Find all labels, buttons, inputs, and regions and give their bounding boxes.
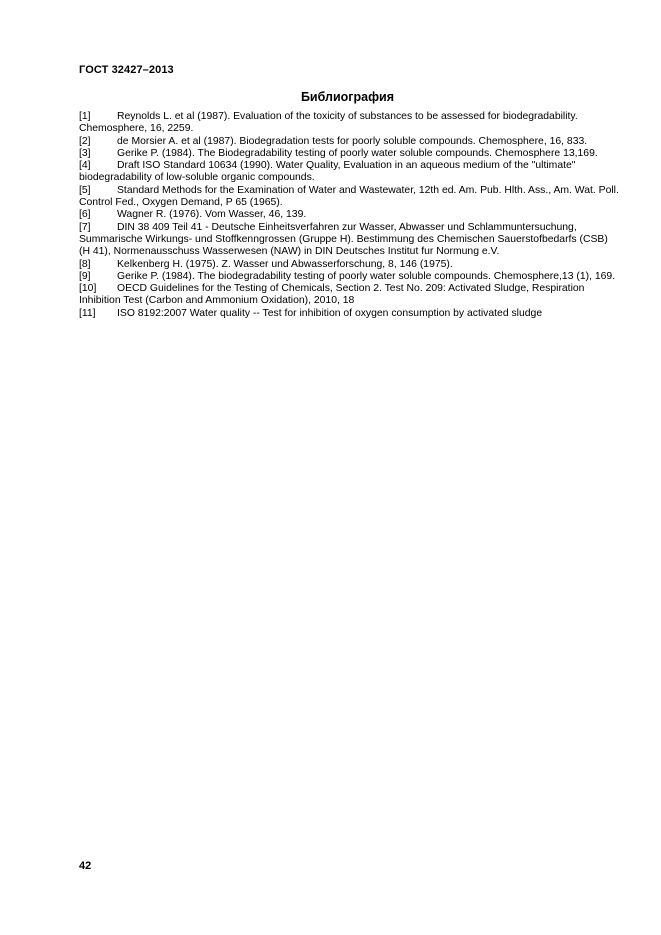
reference-text: Gerike P. (1984). The biodegradability testing of poorly water soluble compounds. Chemosphere,13 (1), 169.	[117, 270, 616, 282]
reference-item	[79, 271, 619, 283]
reference-number: [2]	[79, 135, 91, 147]
reference-text: DIN 38 409 Teil 41 - Deutsche Einheitsverfahren zur Wasser, Abwasser und Schlammuntersuchung, Summarische Wirkungs- und Stoffkenngrossen (Gruppe H). Bestimmung des Chemischen Sauerstofbedarfs (CSB) (H 41), Normenausschuss Wasserwesen (NAW) in DIN Deutsches Institut fur Normung e.V.	[79, 221, 608, 258]
reference-text: Wagner R. (1976). Vom Wasser, 46, 139.	[117, 209, 307, 221]
reference-number: [11]	[79, 307, 96, 319]
reference-number: [7]	[79, 221, 91, 233]
reference-number: [9]	[79, 270, 91, 282]
reference-text: Draft ISO Standard 10634 (1990). Water Quality, Evaluation in an aqueous medium of the "ultimate" biodegradability of low-soluble organic compounds.	[79, 160, 576, 184]
reference-item	[79, 283, 619, 308]
reference-item	[79, 209, 619, 221]
reference-number: [4]	[79, 160, 91, 172]
reference-text: OECD Guidelines for the Testing of Chemicals, Section 2. Test No. 209: Activated Sludge, Respiration Inhibition Test (Carbon and Ammonium Oxidation), 2010, 18	[79, 283, 585, 307]
reference-item	[79, 308, 619, 320]
reference-number: [3]	[79, 147, 91, 159]
reference-item	[79, 111, 619, 136]
page-number: 42	[79, 860, 92, 872]
reference-number: [8]	[79, 258, 91, 270]
reference-number: [6]	[79, 209, 91, 221]
reference-text: Standard Methods for the Examination of Water and Wastewater, 12th ed. Am. Pub. Hlth. Ass., Am. Wat. Poll. Control Fed., Oxygen Demand, P 65 (1965).	[79, 184, 619, 209]
reference-number: [10]	[79, 283, 97, 295]
bibliography-heading	[79, 90, 581, 104]
reference-number: [5]	[79, 184, 91, 196]
reference-text: de Morsier A. et al (1987). Biodegradation tests for poorly soluble compounds. Chemosphere, 16, 833.	[117, 135, 588, 147]
reference-item	[79, 259, 619, 271]
reference-item	[79, 160, 619, 185]
reference-text: Reynolds L. et al (1987). Evaluation of the toxicity of substances to be assessed for biodegradability. Chemosphere, 16, 2259.	[79, 111, 578, 135]
reference-list	[79, 111, 619, 320]
bibliography-title: Библиография	[300, 90, 394, 104]
reference-item	[79, 222, 619, 259]
document-code: ГОСТ 32427–2013	[79, 64, 174, 76]
reference-text: Kelkenberg H. (1975). Z. Wasser und Abwasserforschung, 8, 146 (1975).	[117, 258, 453, 270]
reference-item	[79, 185, 619, 210]
reference-text: ISO 8192:2007 Water quality -- Test for inhibition of oxygen consumption by activated sludge	[117, 307, 543, 319]
reference-item	[79, 148, 619, 160]
reference-item	[79, 136, 619, 148]
reference-number: [1]	[79, 111, 91, 122]
reference-text: Gerike P. (1984). The Biodegradability testing of poorly water soluble compounds. Chemosphere 13,169.	[117, 147, 598, 159]
